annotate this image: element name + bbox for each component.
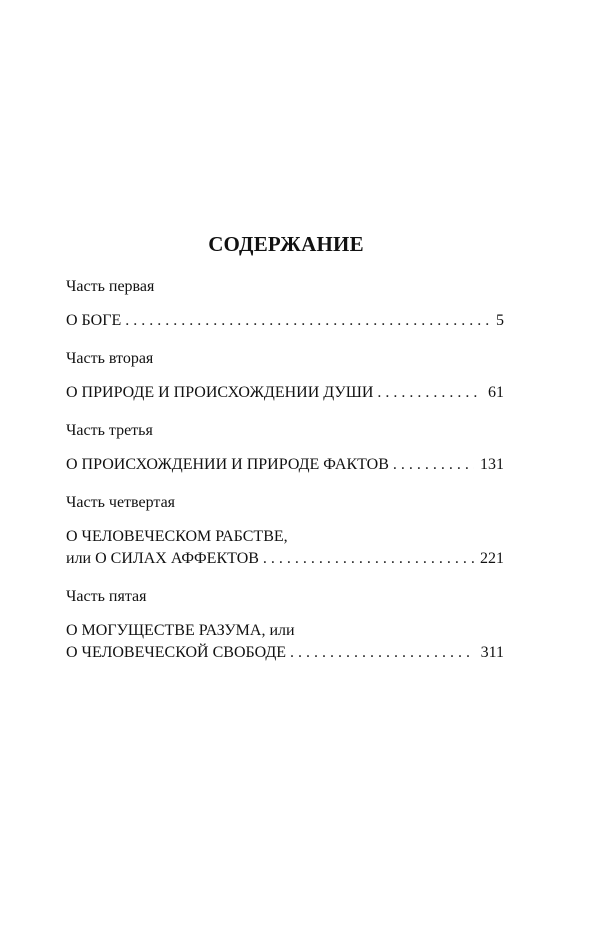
part-label: Часть третья (66, 422, 153, 439)
dot-leader (263, 548, 474, 570)
toc-entry[interactable] (66, 382, 504, 404)
toc-entry[interactable] (66, 454, 504, 476)
entry-title: О БОГЕ (66, 312, 122, 329)
entry-title-line: О МОГУЩЕСТВЕ РАЗУМА, или (66, 622, 295, 639)
dot-leader (125, 310, 490, 332)
dot-leader (290, 642, 475, 664)
part-label: Часть вторая (66, 350, 154, 367)
entry-title: или О СИЛАХ АФФЕКТОВ (66, 550, 259, 567)
toc-part (66, 421, 504, 476)
toc-part (66, 587, 504, 664)
page-number: 5 (496, 312, 504, 329)
toc-heading: СОДЕРЖАНИЕ (208, 232, 364, 256)
page-number: 221 (480, 550, 504, 567)
toc-part (66, 277, 504, 332)
part-label: Часть пятая (66, 588, 147, 605)
part-label: Часть четвертая (66, 494, 176, 511)
entry-title: О ПРОИСХОЖДЕНИИ И ПРИРОДЕ ФАКТОВ (66, 456, 389, 473)
table-of-contents (66, 232, 504, 681)
page-number: 131 (480, 456, 504, 473)
part-label: Часть первая (66, 278, 155, 295)
entry-title: О ЧЕЛОВЕЧЕСКОЙ СВОБОДЕ (66, 644, 287, 661)
dot-leader (377, 382, 482, 404)
dot-leader (393, 454, 474, 476)
toc-part (66, 493, 504, 570)
toc-part (66, 349, 504, 404)
toc-entry[interactable] (66, 310, 504, 332)
entry-title: О ПРИРОДЕ И ПРОИСХОЖДЕНИИ ДУШИ (66, 384, 374, 401)
page-number: 61 (488, 384, 504, 401)
page-number: 311 (480, 644, 504, 661)
entry-title-line: О ЧЕЛОВЕЧЕСКОМ РАБСТВЕ, (66, 528, 288, 545)
toc-entry[interactable] (66, 548, 504, 570)
toc-entry[interactable] (66, 642, 504, 664)
